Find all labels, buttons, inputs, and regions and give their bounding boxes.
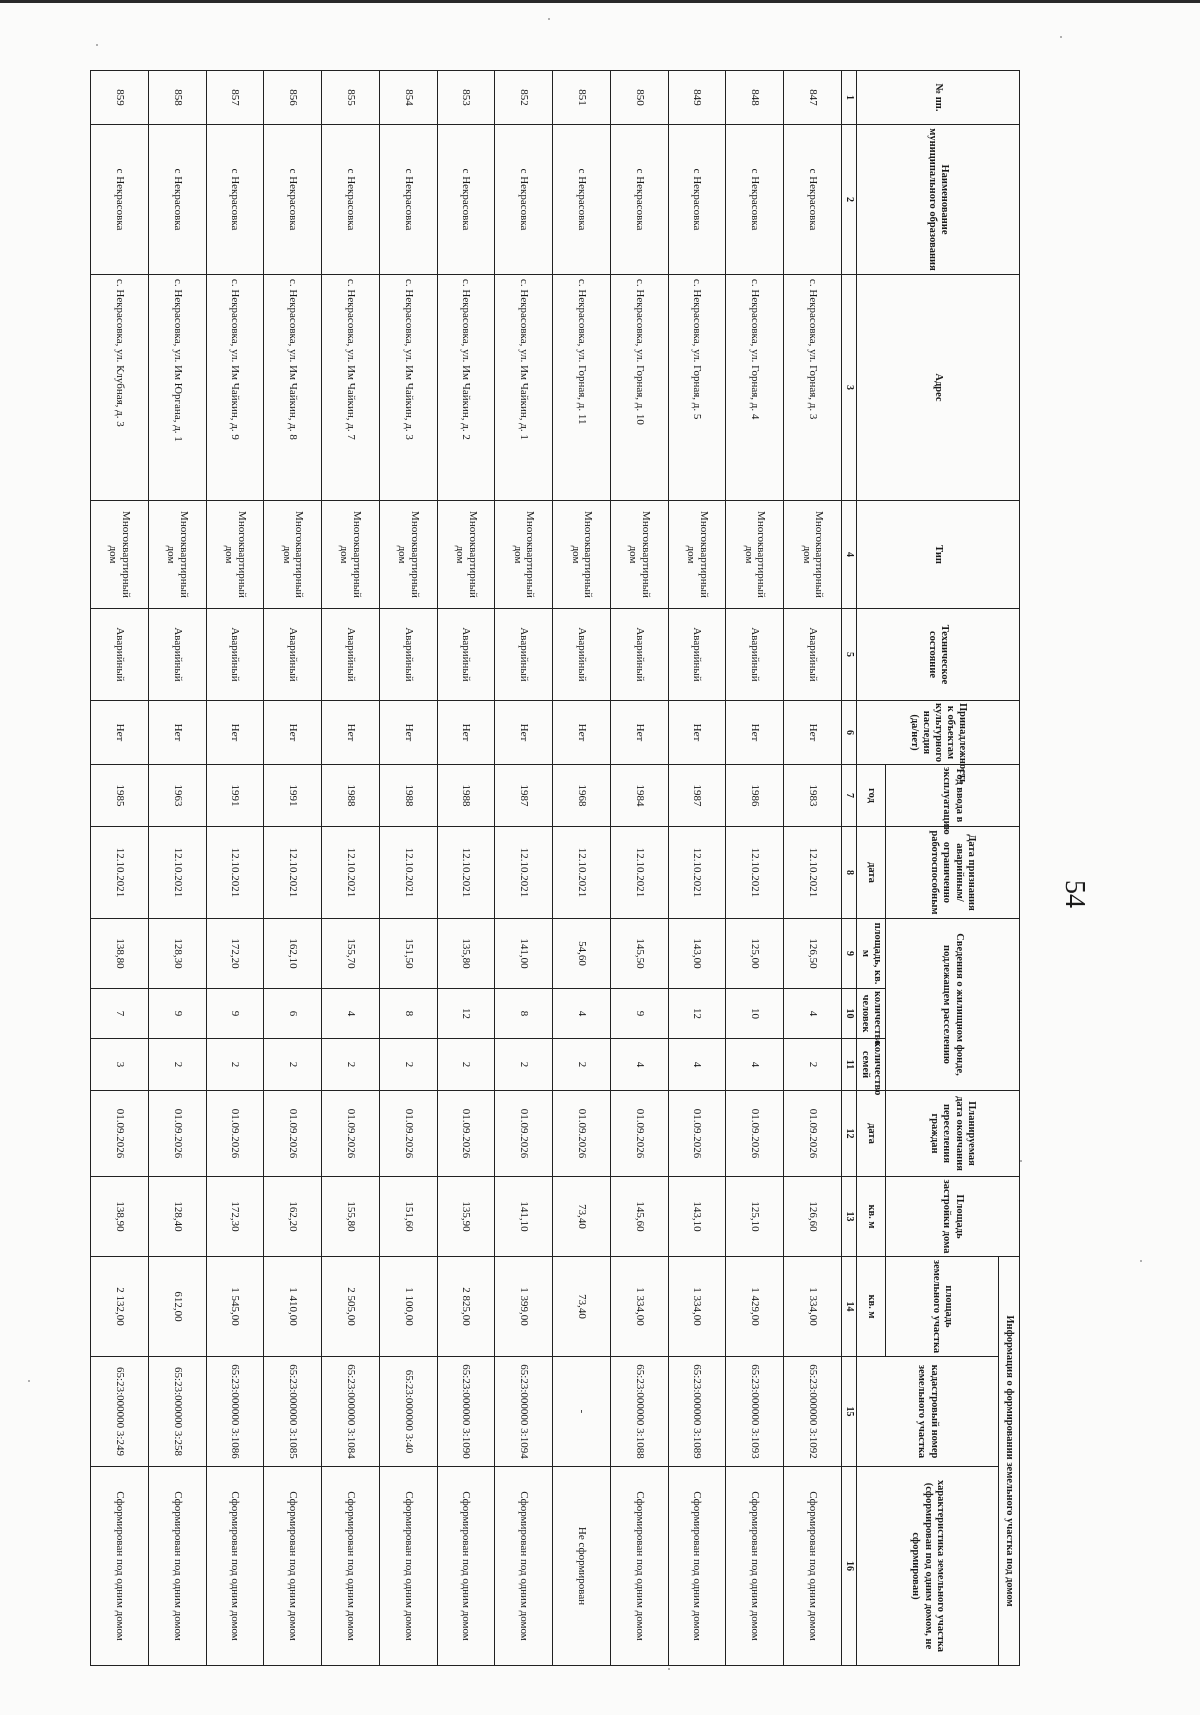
- header-land-area: кв. м: [857, 1257, 886, 1357]
- document-sheet: [90, 70, 1020, 1665]
- people-count-cell: 12: [668, 989, 726, 1039]
- municipality-cell: с Некрасовка: [784, 125, 842, 275]
- header-housing-group: Сведения о жилищном фонде, подлежащем расселению: [886, 919, 1020, 1091]
- column-number: 1: [842, 71, 857, 125]
- building-type-cell: Многоквартирный дом: [437, 501, 495, 609]
- people-count-cell: 8: [379, 989, 437, 1039]
- heritage-flag-cell: Нет: [379, 701, 437, 765]
- cadastral-number-cell: 65:23:000000 3:1089: [668, 1357, 726, 1467]
- planned-date-cell: 01.09.2026: [379, 1091, 437, 1177]
- land-area-cell: 2 505,00: [322, 1257, 380, 1357]
- column-number: 3: [842, 275, 857, 501]
- row-number-cell: 857: [206, 71, 264, 125]
- recognition-date-cell: 12.10.2021: [322, 827, 380, 919]
- technical-state-cell: Аварийный: [91, 609, 149, 701]
- recognition-date-cell: 12.10.2021: [148, 827, 206, 919]
- technical-state-cell: Аварийный: [553, 609, 611, 701]
- family-count-cell: 2: [379, 1039, 437, 1091]
- table-row: [206, 71, 264, 1666]
- address-cell: с. Некрасовка, ул. Горная, д. 11: [553, 275, 611, 501]
- recognition-date-cell: 12.10.2021: [553, 827, 611, 919]
- technical-state-cell: Аварийный: [148, 609, 206, 701]
- column-number: 15: [842, 1357, 857, 1467]
- table-header: [842, 71, 1020, 1666]
- family-count-cell: 3: [91, 1039, 149, 1091]
- land-characteristic-cell: Сформирован под одним домом: [91, 1467, 149, 1666]
- family-count-cell: 2: [148, 1039, 206, 1091]
- table-row: [148, 71, 206, 1666]
- municipality-cell: с Некрасовка: [91, 125, 149, 275]
- land-characteristic-cell: Сформирован под одним домом: [264, 1467, 322, 1666]
- build-area-cell: 128,40: [148, 1177, 206, 1257]
- recognition-date-cell: 12.10.2021: [610, 827, 668, 919]
- year-built-cell: 1963: [148, 765, 206, 827]
- family-count-cell: 4: [610, 1039, 668, 1091]
- heritage-flag-cell: Нет: [91, 701, 149, 765]
- land-area-cell: 2 825,00: [437, 1257, 495, 1357]
- year-built-cell: 1984: [610, 765, 668, 827]
- building-type-cell: Многоквартирный дом: [495, 501, 553, 609]
- address-cell: с. Некрасовка, ул. Им Чайкин, д. 9: [206, 275, 264, 501]
- technical-state-cell: Аварийный: [726, 609, 784, 701]
- column-number: 2: [842, 125, 857, 275]
- living-area-cell: 135,80: [437, 919, 495, 989]
- planned-date-cell: 01.09.2026: [206, 1091, 264, 1177]
- table-row: [726, 71, 784, 1666]
- land-area-cell: 1 545,00: [206, 1257, 264, 1357]
- cadastral-number-cell: 65:23:000000 3:258: [148, 1357, 206, 1467]
- heritage-flag-cell: Нет: [668, 701, 726, 765]
- recognition-date-cell: 12.10.2021: [495, 827, 553, 919]
- build-area-cell: 141,10: [495, 1177, 553, 1257]
- build-area-cell: 151,60: [379, 1177, 437, 1257]
- technical-state-cell: Аварийный: [379, 609, 437, 701]
- people-count-cell: 9: [206, 989, 264, 1039]
- heritage-flag-cell: Нет: [322, 701, 380, 765]
- cadastral-number-cell: 65:23:000000 3:1090: [437, 1357, 495, 1467]
- planned-date-cell: 01.09.2026: [668, 1091, 726, 1177]
- header-municipality: Наименование муниципального образования: [857, 125, 1020, 275]
- cadastral-number-cell: 65:23:000000 3:1092: [784, 1357, 842, 1467]
- land-area-cell: 2 132,00: [91, 1257, 149, 1357]
- cadastral-number-cell: 65:23:000000 3:40: [379, 1357, 437, 1467]
- year-built-cell: 1968: [553, 765, 611, 827]
- header-land-area-group: площадь земельного участка: [886, 1257, 999, 1357]
- year-built-cell: 1983: [784, 765, 842, 827]
- table-row: [437, 71, 495, 1666]
- year-built-cell: 1991: [206, 765, 264, 827]
- column-number: 4: [842, 501, 857, 609]
- heritage-flag-cell: Нет: [784, 701, 842, 765]
- municipality-cell: с Некрасовка: [437, 125, 495, 275]
- recognition-date-cell: 12.10.2021: [784, 827, 842, 919]
- living-area-cell: 143,00: [668, 919, 726, 989]
- recognition-date-cell: 12.10.2021: [726, 827, 784, 919]
- building-type-cell: Многоквартирный дом: [668, 501, 726, 609]
- build-area-cell: 73,40: [553, 1177, 611, 1257]
- planned-date-cell: 01.09.2026: [91, 1091, 149, 1177]
- building-type-cell: Многоквартирный дом: [784, 501, 842, 609]
- planned-date-cell: 01.09.2026: [610, 1091, 668, 1177]
- year-built-cell: 1988: [322, 765, 380, 827]
- column-number: 7: [842, 765, 857, 827]
- scan-top-edge: [0, 0, 1200, 3]
- cadastral-number-cell: 65:23:000000 3:1094: [495, 1357, 553, 1467]
- housing-table: [90, 70, 1020, 1666]
- family-count-cell: 4: [726, 1039, 784, 1091]
- municipality-cell: с Некрасовка: [553, 125, 611, 275]
- land-area-cell: 1 334,00: [668, 1257, 726, 1357]
- build-area-cell: 125,10: [726, 1177, 784, 1257]
- family-count-cell: 2: [553, 1039, 611, 1091]
- recognition-date-cell: 12.10.2021: [437, 827, 495, 919]
- page-number: 54: [1059, 880, 1090, 908]
- header-type: Тип: [857, 501, 1020, 609]
- row-number-cell: 855: [322, 71, 380, 125]
- heritage-flag-cell: Нет: [148, 701, 206, 765]
- land-area-cell: 1 334,00: [784, 1257, 842, 1357]
- living-area-cell: 172,20: [206, 919, 264, 989]
- address-cell: с. Некрасовка, ул. Им Юргана, д. 1: [148, 275, 206, 501]
- people-count-cell: 4: [322, 989, 380, 1039]
- cadastral-number-cell: 65:23:000000 3:1086: [206, 1357, 264, 1467]
- living-area-cell: 151,50: [379, 919, 437, 989]
- planned-date-cell: 01.09.2026: [148, 1091, 206, 1177]
- header-number: № пп.: [857, 71, 1020, 125]
- column-number: 5: [842, 609, 857, 701]
- land-area-cell: 73,40: [553, 1257, 611, 1357]
- family-count-cell: 2: [495, 1039, 553, 1091]
- people-count-cell: 12: [437, 989, 495, 1039]
- column-number: 12: [842, 1091, 857, 1177]
- municipality-cell: с Некрасовка: [206, 125, 264, 275]
- header-families: количество семей: [857, 1039, 886, 1091]
- recognition-date-cell: 12.10.2021: [264, 827, 322, 919]
- people-count-cell: 9: [148, 989, 206, 1039]
- municipality-cell: с Некрасовка: [379, 125, 437, 275]
- people-count-cell: 9: [610, 989, 668, 1039]
- build-area-cell: 155,80: [322, 1177, 380, 1257]
- planned-date-cell: 01.09.2026: [264, 1091, 322, 1177]
- technical-state-cell: Аварийный: [610, 609, 668, 701]
- living-area-cell: 155,70: [322, 919, 380, 989]
- land-characteristic-cell: Сформирован под одним домом: [610, 1467, 668, 1666]
- land-characteristic-cell: Сформирован под одним домом: [206, 1467, 264, 1666]
- family-count-cell: 2: [264, 1039, 322, 1091]
- people-count-cell: 4: [784, 989, 842, 1039]
- build-area-cell: 126,60: [784, 1177, 842, 1257]
- cadastral-number-cell: -: [553, 1357, 611, 1467]
- heritage-flag-cell: Нет: [264, 701, 322, 765]
- land-area-cell: 1 399,00: [495, 1257, 553, 1357]
- year-built-cell: 1987: [668, 765, 726, 827]
- family-count-cell: 2: [206, 1039, 264, 1091]
- column-number: 6: [842, 701, 857, 765]
- header-date: дата: [857, 827, 886, 919]
- living-area-cell: 162,10: [264, 919, 322, 989]
- heritage-flag-cell: Нет: [553, 701, 611, 765]
- land-characteristic-cell: Сформирован под одним домом: [148, 1467, 206, 1666]
- land-characteristic-cell: Сформирован под одним домом: [437, 1467, 495, 1666]
- column-number: 11: [842, 1039, 857, 1091]
- address-cell: с. Некрасовка, ул. Им Чайкин, д. 8: [264, 275, 322, 501]
- cadastral-number-cell: 65:23:000000 3:249: [91, 1357, 149, 1467]
- building-type-cell: Многоквартирный дом: [726, 501, 784, 609]
- people-count-cell: 8: [495, 989, 553, 1039]
- header-plan-group: Планируемая дата окончания переселения граждан: [886, 1091, 1020, 1177]
- land-characteristic-cell: Не сформирован: [553, 1467, 611, 1666]
- year-built-cell: 1986: [726, 765, 784, 827]
- year-built-cell: 1991: [264, 765, 322, 827]
- cadastral-number-cell: 65:23:000000 3:1085: [264, 1357, 322, 1467]
- year-built-cell: 1988: [437, 765, 495, 827]
- header-year-group: Год ввода в эксплуатацию: [886, 765, 1020, 827]
- people-count-cell: 6: [264, 989, 322, 1039]
- year-built-cell: 1985: [91, 765, 149, 827]
- row-number-cell: 856: [264, 71, 322, 125]
- living-area-cell: 125,00: [726, 919, 784, 989]
- living-area-cell: 141,00: [495, 919, 553, 989]
- header-technical-state: Техническое состояние: [857, 609, 1020, 701]
- table-row: [668, 71, 726, 1666]
- municipality-cell: с Некрасовка: [495, 125, 553, 275]
- column-number: 14: [842, 1257, 857, 1357]
- build-area-cell: 135,90: [437, 1177, 495, 1257]
- land-area-cell: 1 429,00: [726, 1257, 784, 1357]
- build-area-cell: 162,20: [264, 1177, 322, 1257]
- planned-date-cell: 01.09.2026: [322, 1091, 380, 1177]
- people-count-cell: 10: [726, 989, 784, 1039]
- heritage-flag-cell: Нет: [495, 701, 553, 765]
- municipality-cell: с Некрасовка: [264, 125, 322, 275]
- table-row: [91, 71, 149, 1666]
- table-row: [379, 71, 437, 1666]
- living-area-cell: 138,80: [91, 919, 149, 989]
- recognition-date-cell: 12.10.2021: [91, 827, 149, 919]
- row-number-cell: 851: [553, 71, 611, 125]
- building-type-cell: Многоквартирный дом: [379, 501, 437, 609]
- land-characteristic-cell: Сформирован под одним домом: [784, 1467, 842, 1666]
- table-row: [322, 71, 380, 1666]
- build-area-cell: 172,30: [206, 1177, 264, 1257]
- technical-state-cell: Аварийный: [437, 609, 495, 701]
- build-area-cell: 145,60: [610, 1177, 668, 1257]
- header-land-group: Информация о формировании земельного участка под домом: [999, 1257, 1020, 1666]
- planned-date-cell: 01.09.2026: [553, 1091, 611, 1177]
- header-land-characteristic: характеристика земельного участка (сформирован под одним домом, не сформирован): [857, 1467, 999, 1666]
- header-build-area: кв. м: [857, 1177, 886, 1257]
- row-number-cell: 852: [495, 71, 553, 125]
- family-count-cell: 2: [784, 1039, 842, 1091]
- recognition-date-cell: 12.10.2021: [206, 827, 264, 919]
- building-type-cell: Многоквартирный дом: [148, 501, 206, 609]
- table-row: [610, 71, 668, 1666]
- heritage-flag-cell: Нет: [726, 701, 784, 765]
- planned-date-cell: 01.09.2026: [495, 1091, 553, 1177]
- row-number-cell: 854: [379, 71, 437, 125]
- header-build-area-group: Площадь застройки дома: [886, 1177, 1020, 1257]
- column-number: 10: [842, 989, 857, 1039]
- planned-date-cell: 01.09.2026: [437, 1091, 495, 1177]
- heritage-flag-cell: Нет: [206, 701, 264, 765]
- year-built-cell: 1988: [379, 765, 437, 827]
- technical-state-cell: Аварийный: [668, 609, 726, 701]
- year-built-cell: 1987: [495, 765, 553, 827]
- land-area-cell: 1 334,00: [610, 1257, 668, 1357]
- address-cell: с. Некрасовка, ул. Им Чайкин, д. 3: [379, 275, 437, 501]
- build-area-cell: 143,10: [668, 1177, 726, 1257]
- land-characteristic-cell: Сформирован под одним домом: [495, 1467, 553, 1666]
- header-plan-date: дата: [857, 1091, 886, 1177]
- land-characteristic-cell: Сформирован под одним домом: [322, 1467, 380, 1666]
- header-heritage: Принадлежность к объектам культурного наследия (да/нет): [857, 701, 1020, 765]
- table-row: [495, 71, 553, 1666]
- building-type-cell: Многоквартирный дом: [91, 501, 149, 609]
- technical-state-cell: Аварийный: [495, 609, 553, 701]
- land-area-cell: 1 100,00: [379, 1257, 437, 1357]
- living-area-cell: 128,30: [148, 919, 206, 989]
- row-number-cell: 848: [726, 71, 784, 125]
- planned-date-cell: 01.09.2026: [726, 1091, 784, 1177]
- recognition-date-cell: 12.10.2021: [668, 827, 726, 919]
- address-cell: с. Некрасовка, ул. Клубная, д. 3: [91, 275, 149, 501]
- technical-state-cell: Аварийный: [206, 609, 264, 701]
- address-cell: с. Некрасовка, ул. Горная, д. 5: [668, 275, 726, 501]
- building-type-cell: Многоквартирный дом: [553, 501, 611, 609]
- row-number-cell: 858: [148, 71, 206, 125]
- address-cell: с. Некрасовка, ул. Им Чайкин, д. 7: [322, 275, 380, 501]
- cadastral-number-cell: 65:23:000000 3:1093: [726, 1357, 784, 1467]
- land-characteristic-cell: Сформирован под одним домом: [379, 1467, 437, 1666]
- row-number-cell: 850: [610, 71, 668, 125]
- planned-date-cell: 01.09.2026: [784, 1091, 842, 1177]
- technical-state-cell: Аварийный: [264, 609, 322, 701]
- municipality-cell: с Некрасовка: [148, 125, 206, 275]
- technical-state-cell: Аварийный: [784, 609, 842, 701]
- column-number: 8: [842, 827, 857, 919]
- address-cell: с. Некрасовка, ул. Им Чайкин, д. 2: [437, 275, 495, 501]
- heritage-flag-cell: Нет: [437, 701, 495, 765]
- address-cell: с. Некрасовка, ул. Горная, д. 4: [726, 275, 784, 501]
- column-number: 9: [842, 919, 857, 989]
- living-area-cell: 54,60: [553, 919, 611, 989]
- table-row: [553, 71, 611, 1666]
- address-cell: с. Некрасовка, ул. Горная, д. 10: [610, 275, 668, 501]
- row-number-cell: 847: [784, 71, 842, 125]
- family-count-cell: 2: [437, 1039, 495, 1091]
- column-number: 13: [842, 1177, 857, 1257]
- land-characteristic-cell: Сформирован под одним домом: [668, 1467, 726, 1666]
- people-count-cell: 7: [91, 989, 149, 1039]
- column-number: 16: [842, 1467, 857, 1666]
- row-number-cell: 859: [91, 71, 149, 125]
- land-area-cell: 612,00: [148, 1257, 206, 1357]
- header-people: количество человек: [857, 989, 886, 1039]
- recognition-date-cell: 12.10.2021: [379, 827, 437, 919]
- cadastral-number-cell: 65:23:000000 3:1088: [610, 1357, 668, 1467]
- header-address: Адрес: [857, 275, 1020, 501]
- column-number-row: [842, 71, 857, 1666]
- municipality-cell: с Некрасовка: [322, 125, 380, 275]
- header-recognition-group: Дата признания аварийным/ограниченно работоспособным: [886, 827, 1020, 919]
- building-type-cell: Многоквартирный дом: [322, 501, 380, 609]
- technical-state-cell: Аварийный: [322, 609, 380, 701]
- living-area-cell: 145,50: [610, 919, 668, 989]
- table-body: [91, 71, 842, 1666]
- family-count-cell: 2: [322, 1039, 380, 1091]
- municipality-cell: с Некрасовка: [668, 125, 726, 275]
- cadastral-number-cell: 65:23:000000 3:1084: [322, 1357, 380, 1467]
- row-number-cell: 849: [668, 71, 726, 125]
- building-type-cell: Многоквартирный дом: [206, 501, 264, 609]
- header-cadastral: кадастровый номер земельного участка: [857, 1357, 999, 1467]
- people-count-cell: 4: [553, 989, 611, 1039]
- build-area-cell: 138,90: [91, 1177, 149, 1257]
- living-area-cell: 126,50: [784, 919, 842, 989]
- table-row: [784, 71, 842, 1666]
- address-cell: с. Некрасовка, ул. Им Чайкин, д. 1: [495, 275, 553, 501]
- address-cell: с. Некрасовка, ул. Горная, д. 3: [784, 275, 842, 501]
- header-area: площадь, кв. м: [857, 919, 886, 989]
- row-number-cell: 853: [437, 71, 495, 125]
- building-type-cell: Многоквартирный дом: [264, 501, 322, 609]
- municipality-cell: с Некрасовка: [726, 125, 784, 275]
- family-count-cell: 4: [668, 1039, 726, 1091]
- table-row: [264, 71, 322, 1666]
- land-area-cell: 1 410,00: [264, 1257, 322, 1357]
- header-year: год: [857, 765, 886, 827]
- building-type-cell: Многоквартирный дом: [610, 501, 668, 609]
- heritage-flag-cell: Нет: [610, 701, 668, 765]
- municipality-cell: с Некрасовка: [610, 125, 668, 275]
- land-characteristic-cell: Сформирован под одним домом: [726, 1467, 784, 1666]
